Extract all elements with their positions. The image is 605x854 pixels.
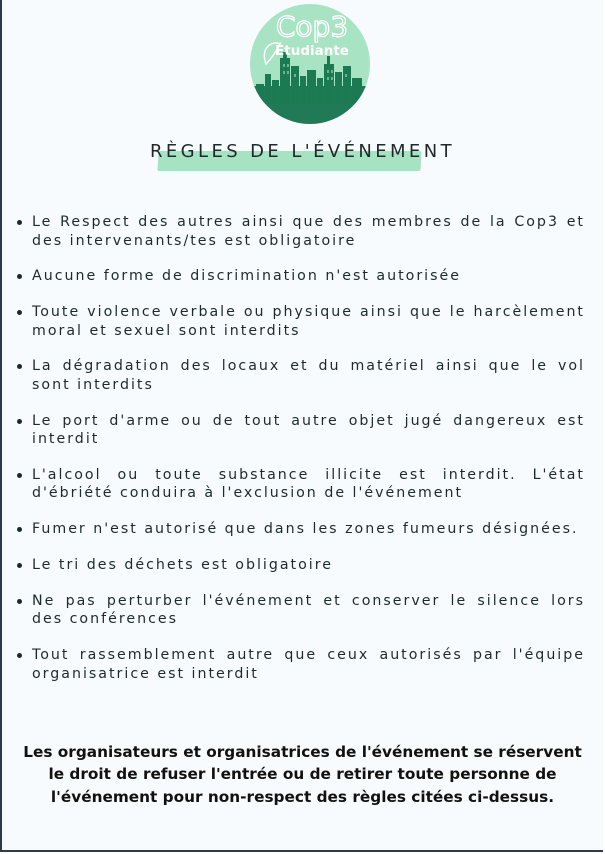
list-item: La dégradation des locaux et du matériel ainsi que le vol sont interdits: [16, 357, 585, 394]
list-item: Le port d'arme ou de tout autre objet jugé dangereux est interdit: [16, 412, 585, 449]
cop3-logo: [250, 4, 370, 124]
footer-notice: Les organisateurs et organisatrices de l'événement se réservent le droit de refuser l'entrée ou de retirer toute personne de l'événement pour non-respect des règles citées ci-dessus.: [23, 743, 582, 806]
list-item: Aucune forme de discrimination n'est autorisée: [16, 267, 585, 286]
page-title: RÈGLES DE L'ÉVÉNEMENT: [150, 141, 455, 162]
list-item: L'alcool ou toute substance illicite est interdit. L'état d'ébriété conduira à l'exclusion de l'événement: [16, 466, 585, 503]
logo-line1: Cop3: [275, 10, 349, 43]
list-item: Fumer n'est autorisé que dans les zones fumeurs désignées.: [16, 520, 585, 539]
list-item: Le Respect des autres ainsi que des membres de la Cop3 et des intervenants/tes est obligatoire: [16, 213, 585, 250]
list-item: Toute violence verbale ou physique ainsi que le harcèlement moral et sexuel sont interdits: [16, 303, 585, 340]
list-item: Le tri des déchets est obligatoire: [16, 556, 585, 575]
rules-list: [16, 213, 585, 700]
list-item: Ne pas perturber l'événement et conserver le silence lors des conférences: [16, 592, 585, 629]
list-item: Tout rassemblement autre que ceux autorisés par l'équipe organisatrice est interdit: [16, 646, 585, 683]
logo-line2: Étudiante: [275, 43, 349, 59]
